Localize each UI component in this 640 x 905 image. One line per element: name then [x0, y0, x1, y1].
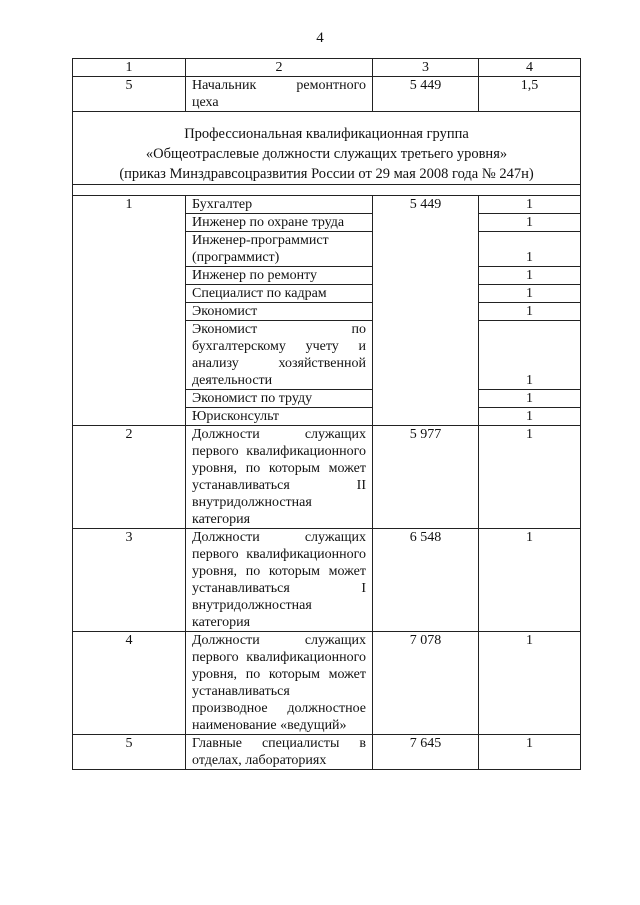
position-name: Экономист по труду: [186, 390, 373, 408]
coefficient-value: 1: [479, 267, 581, 285]
position-name: Экономист: [186, 303, 373, 321]
table-row: [73, 735, 581, 770]
coefficient-value: 1: [479, 735, 581, 770]
level-number: 2: [73, 426, 186, 529]
table-row: [73, 196, 581, 214]
table-row: [73, 426, 581, 529]
table-header-row: [73, 59, 581, 77]
position-word-1: Начальник: [192, 78, 257, 93]
header-col-3: 3: [373, 59, 479, 77]
position-name: [186, 77, 373, 112]
gap-row: [73, 112, 581, 125]
table-row: [73, 529, 581, 632]
coefficient-value: 1: [479, 632, 581, 735]
position-name: Специалист по кадрам: [186, 285, 373, 303]
level-number: 5: [73, 735, 186, 770]
coefficient-value: 1: [479, 196, 581, 214]
gap-cell: [73, 185, 581, 196]
level-number: 4: [73, 632, 186, 735]
gap-row: [73, 185, 581, 196]
position-name: Инженер-программист (программист): [186, 232, 373, 267]
coefficient-value: 1: [479, 529, 581, 632]
position-name: Юрисконсульт: [186, 408, 373, 426]
salary-value: 5 977: [373, 426, 479, 529]
position-name: Главные специалисты в отделах, лабораториях: [186, 735, 373, 770]
position-name: Бухгалтер: [186, 196, 373, 214]
salary-value: 6 548: [373, 529, 479, 632]
position-name: Должности служащих первого квалификационного уровня, по которым может устанавливаться I внутридолжностная категория: [186, 529, 373, 632]
coefficient-value: 1: [479, 232, 581, 267]
qualification-table: [72, 58, 581, 770]
position-name: Должности служащих первого квалификационного уровня, по которым может устанавливаться II внутридолжностная категория: [186, 426, 373, 529]
coefficient-value: 1: [479, 214, 581, 232]
group-heading: [73, 124, 581, 185]
table-row: [73, 632, 581, 735]
group-order-reference: (приказ Минздравсоцразвития России от 29 мая 2008 года № 247н): [119, 166, 534, 182]
position-word-2: ремонтного: [296, 78, 366, 93]
salary-value: 5 449: [373, 196, 479, 426]
header-col-2: 2: [186, 59, 373, 77]
position-name: Должности служащих первого квалификационного уровня, по которым может устанавливаться производное должностное наименование «ведущий»: [186, 632, 373, 735]
row-number: 5: [73, 77, 186, 112]
coefficient-value: 1: [479, 390, 581, 408]
group-title: Профессиональная квалификационная группа: [184, 126, 469, 142]
level-number: 1: [73, 196, 186, 426]
header-col-4: 4: [479, 59, 581, 77]
position-name-line-2: цеха: [192, 95, 219, 110]
coefficient-value: 1: [479, 408, 581, 426]
salary-value: 7 645: [373, 735, 479, 770]
position-name: Инженер по охране труда: [186, 214, 373, 232]
coefficient-value: 1: [479, 285, 581, 303]
group-subtitle: «Общеотраслевые должности служащих третьего уровня»: [145, 146, 508, 162]
salary-value: 7 078: [373, 632, 479, 735]
salary-value: 5 449: [373, 77, 479, 112]
coefficient-value: 1: [479, 303, 581, 321]
level-number: 3: [73, 529, 186, 632]
coefficient-value: 1,5: [479, 77, 581, 112]
coefficient-value: 1: [479, 321, 581, 390]
position-name-line: [192, 77, 366, 94]
page-number: 4: [316, 30, 324, 46]
coefficient-value: 1: [479, 426, 581, 529]
gap-cell: [73, 112, 581, 125]
group-heading-row: [73, 124, 581, 185]
header-col-1: 1: [73, 59, 186, 77]
position-name: Экономист по бухгалтерскому учету и анализу хозяйственной деятельности: [186, 321, 373, 390]
table-row: [73, 77, 581, 112]
position-name: Инженер по ремонту: [186, 267, 373, 285]
